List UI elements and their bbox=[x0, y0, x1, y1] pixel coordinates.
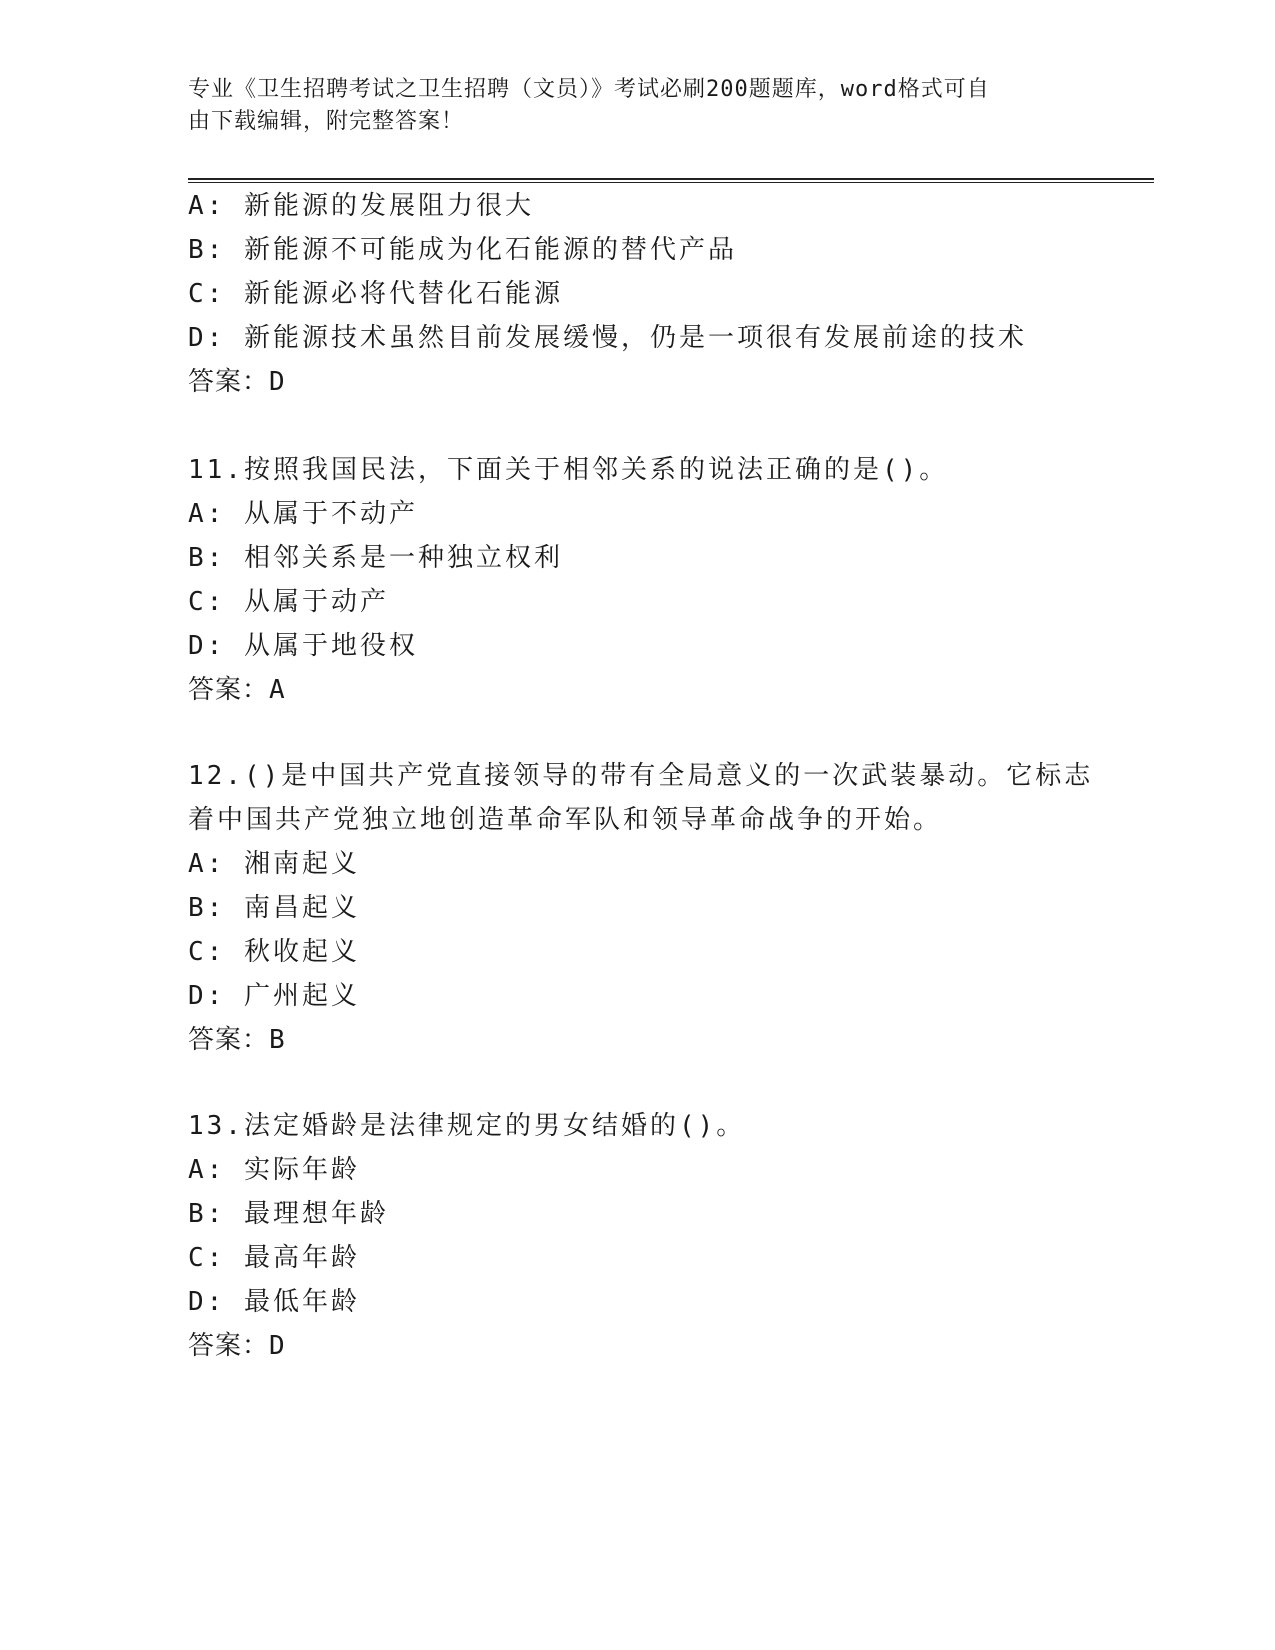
q12-option-b: B: 南昌起义 bbox=[188, 893, 360, 923]
q10-option-b: B: 新能源不可能成为化石能源的替代产品 bbox=[188, 235, 737, 265]
q12-question-line-1: 12.()是中国共产党直接领导的带有全局意义的一次武装暴动。它标志 bbox=[188, 761, 1094, 791]
q13-question: 13.法定婚龄是法律规定的男女结婚的()。 bbox=[188, 1111, 746, 1141]
header-divider bbox=[188, 178, 1154, 183]
q12-option-d: D: 广州起义 bbox=[188, 981, 360, 1011]
q13-option-c: C: 最高年龄 bbox=[188, 1243, 360, 1273]
q13-option-d: D: 最低年龄 bbox=[188, 1287, 360, 1317]
q11-question: 11.按照我国民法，下面关于相邻关系的说法正确的是()。 bbox=[188, 455, 949, 485]
q12-option-a: A: 湘南起义 bbox=[188, 849, 360, 879]
q10-answer: 答案：D bbox=[188, 367, 286, 397]
q10-option-d: D: 新能源技术虽然目前发展缓慢，仍是一项很有发展前途的技术 bbox=[188, 323, 1027, 353]
q11-option-c: C: 从属于动产 bbox=[188, 587, 389, 617]
header-line-2: 由下载编辑，附完整答案！ bbox=[188, 109, 465, 134]
q11-option-b: B: 相邻关系是一种独立权利 bbox=[188, 543, 563, 573]
q10-option-a: A: 新能源的发展阻力很大 bbox=[188, 191, 534, 221]
q11-option-a: A: 从属于不动产 bbox=[188, 499, 418, 529]
q12-option-c: C: 秋收起义 bbox=[188, 937, 360, 967]
q13-option-b: B: 最理想年龄 bbox=[188, 1199, 389, 1229]
q13-answer: 答案：D bbox=[188, 1331, 286, 1361]
q12-question-line-2: 着中国共产党独立地创造革命军队和领导革命战争的开始。 bbox=[188, 805, 943, 835]
q10-option-c: C: 新能源必将代替化石能源 bbox=[188, 279, 563, 309]
q12-answer: 答案：B bbox=[188, 1025, 286, 1055]
q11-option-d: D: 从属于地役权 bbox=[188, 631, 418, 661]
q13-option-a: A: 实际年龄 bbox=[188, 1155, 360, 1185]
header-line-1: 专业《卫生招聘考试之卫生招聘（文员）》考试必刷200题题库，word格式可自 bbox=[188, 77, 990, 102]
q11-answer: 答案：A bbox=[188, 675, 286, 705]
document-header bbox=[188, 74, 1068, 138]
